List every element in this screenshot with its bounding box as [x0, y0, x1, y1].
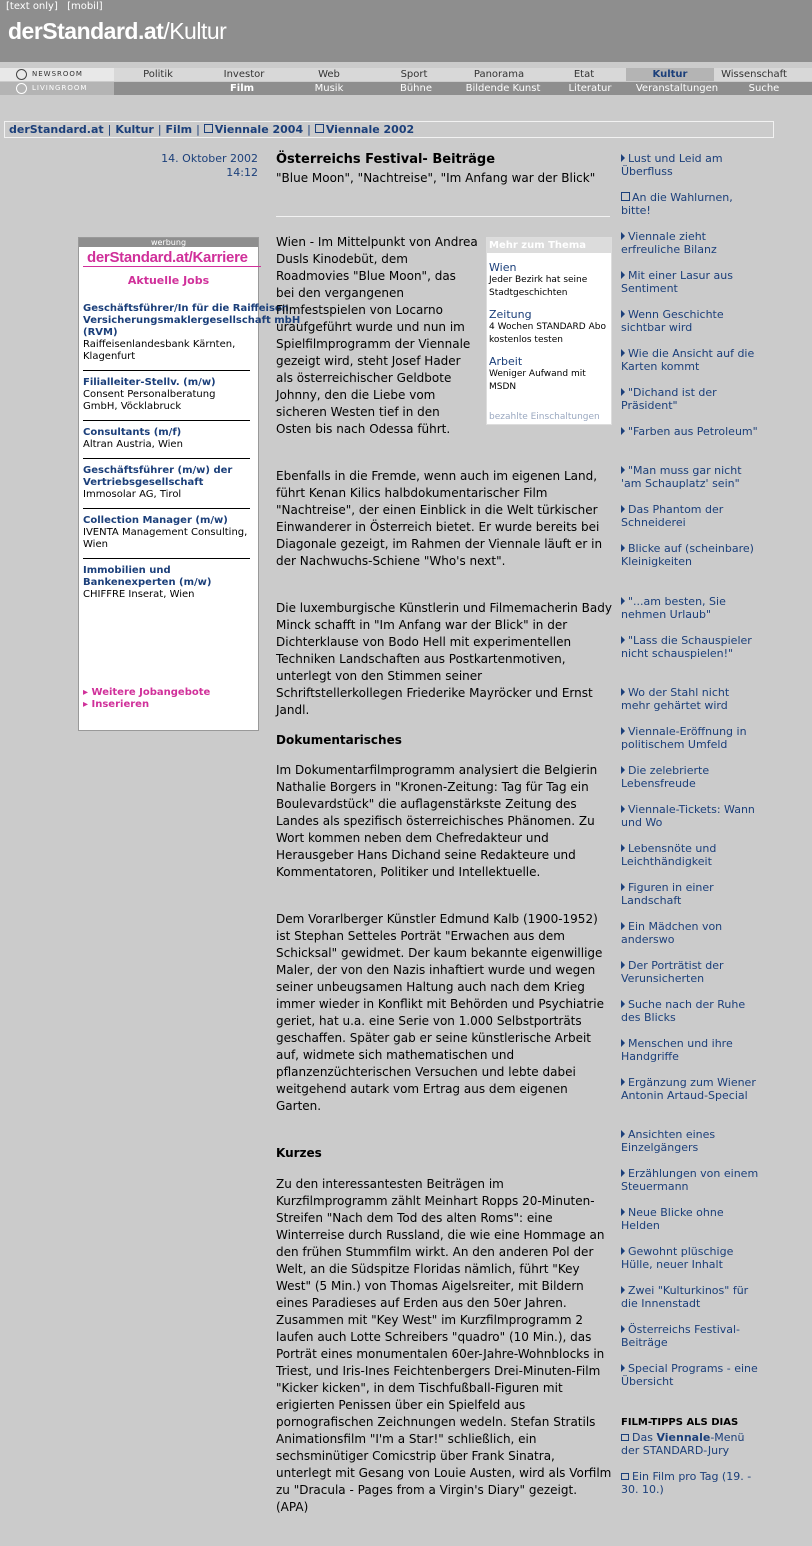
ad-tag: werbung: [79, 238, 258, 247]
related-article-link[interactable]: [621, 1037, 761, 1063]
arrow-right-icon: [621, 688, 625, 696]
more-on-topic-heading: Mehr zum Thema: [487, 238, 611, 253]
related-article-label: Ergänzung zum Wiener Antonin Artaud-Special: [621, 1076, 756, 1102]
section-heading-kurzes: Kurzes: [276, 1146, 322, 1160]
breadcrumb: derStandard.at | Kultur | Film | Viennale 2004 | Viennale 2002: [4, 121, 774, 138]
related-article-link[interactable]: [621, 425, 761, 438]
related-article-label: "Dichand ist der Präsident": [621, 386, 717, 412]
related-article-link[interactable]: [621, 998, 761, 1024]
related-article-label: Special Programs - eine Übersicht: [621, 1362, 758, 1388]
breadcrumb-film[interactable]: Film: [165, 123, 193, 136]
related-article-label: Mit einer Lasur aus Sentiment: [621, 269, 733, 295]
arrow-right-icon: [621, 1039, 625, 1047]
related-article-link[interactable]: [621, 503, 761, 529]
article-paragraph: Wien - Im Mittelpunkt von Andrea Dusls Kinodebüt, dem Roadmovies "Blue Moon", das bei den vergangenen Filmfestspielen von Locarno uraufgeführt wurde und nun im Spielfilmprogramm der Viennale gezeigt wird, steht Josef Hader als österreichischer Geldbote Johnny, den die Liebe vom sicheren Westen tief in den Osten bis nach Odessa führt.: [276, 235, 478, 436]
job-company: IVENTA Management Consulting, Wien: [83, 527, 248, 550]
film-tipp-link[interactable]: Ein Film pro Tag (19. - 30. 10.): [621, 1470, 752, 1496]
arrow-right-icon: [621, 1208, 625, 1216]
nav-etat[interactable]: Etat: [573, 69, 595, 80]
job-item[interactable]: [83, 377, 250, 421]
related-article-link[interactable]: [621, 881, 761, 907]
job-title[interactable]: Immobilien und Bankenexperten (m/w): [83, 565, 212, 588]
nav-wissenschaft[interactable]: Wissenschaft: [721, 69, 787, 80]
poll-icon: [621, 192, 630, 201]
job-title[interactable]: Filialleiter-Stellv. (m/w): [83, 377, 216, 388]
arrow-right-icon: [621, 883, 625, 891]
article-paragraph: Ebenfalls in die Fremde, wenn auch im eigenen Land, führt Kenan Kilics halbdokumentarischer Film "Nachtreise", der einen Einblick in die Welt türkischer Einwanderer in Österreich bietet. Er wurde bereits bei Diagonale gezeigt, im Rahmen der Viennale läuft er in der Nachwuchs-Schiene "Who's next".: [276, 469, 603, 568]
related-article-link[interactable]: [621, 803, 761, 829]
related-article-link[interactable]: [621, 1245, 761, 1271]
paid-placements-note: bezahlte Einschaltungen: [489, 412, 600, 422]
ad-heading: Aktuelle Jobs: [127, 274, 210, 287]
job-company: Immosolar AG, Tirol: [83, 489, 182, 500]
nav-bildende-kunst[interactable]: Bildende Kunst: [465, 83, 541, 94]
related-article-link[interactable]: [621, 686, 761, 712]
related-article-link[interactable]: [621, 725, 761, 751]
related-article-label: "Man muss gar nicht 'am Schauplatz' sein": [621, 464, 742, 490]
arrow-right-icon: [621, 466, 625, 474]
job-item[interactable]: [83, 515, 250, 559]
related-article-label: Zwei "Kulturkinos" für die Innenstadt: [621, 1284, 749, 1310]
divider: [276, 216, 610, 217]
article-subtitle: "Blue Moon", "Nachtreise", "Im Anfang war der Blick": [276, 171, 596, 185]
related-article-label: Der Porträtist der Verunsicherten: [621, 959, 724, 985]
slideshow-icon: [621, 1473, 629, 1480]
newsroom-label[interactable]: NEWSROOM: [0, 68, 114, 81]
arrow-right-icon: [621, 271, 625, 279]
job-company: Consent Personalberatung GmbH, Vöcklabruck: [83, 389, 216, 412]
home-icon: [16, 83, 27, 94]
related-article-label: Figuren in einer Landschaft: [621, 881, 714, 907]
date-day: 14. Oktober 2002: [161, 152, 258, 165]
article-title: Österreichs Festival- Beiträge: [276, 152, 496, 167]
livingroom-label[interactable]: LIVINGROOM: [0, 82, 114, 95]
arrow-right-icon: [621, 310, 625, 318]
breadcrumb-kultur[interactable]: Kultur: [115, 123, 154, 136]
related-article-label: Neue Blicke ohne Helden: [621, 1206, 724, 1232]
related-article-label: Ein Mädchen von anderswo: [621, 920, 723, 946]
article-header: [276, 152, 612, 187]
arrow-right-icon: [621, 727, 625, 735]
article-paragraph: Dem Vorarlberger Künstler Edmund Kalb (1900-1952) ist Stephan Setteles Porträt "Erwachen aus dem Schicksal" gewidmet. Der kaum bekannte eigenwillige Maler, der von den Nazis inhaftiert wurde und wegen seiner unbeugsamen Haltung auch nach dem Krieg immer wieder in Konflikt mit Behörden und Psychiatrie geriet, hat u.a. eine Serie von 1.000 Selbstporträts geschaffen. Später gab er seine künstlerische Arbeit auf, widmete sich mathematischen und pflanzenzüchterischen Versuchen und lebte dabei weitgehend autark vom Ertrag aus dem eigenen Garten.: [276, 912, 604, 1113]
globe-icon: [16, 69, 27, 80]
job-item[interactable]: [83, 427, 250, 459]
arrow-right-icon: [621, 766, 625, 774]
job-company: Raiffeisenlandesbank Kärnten, Klagenfurt: [83, 339, 236, 362]
plus-box-icon: [204, 124, 213, 133]
job-company: CHIFFRE Inserat, Wien: [83, 589, 195, 600]
related-article-label: Wo der Stahl nicht mehr gehärtet wird: [621, 686, 730, 712]
job-title[interactable]: Geschäftsführer/In für die Raiffeisen Versicherungsmaklergesellschaft mbH (RVM): [83, 303, 301, 338]
arrow-right-icon: [621, 388, 625, 396]
nav-suche[interactable]: Suche: [748, 83, 780, 94]
related-article-label: Wie die Ansicht auf die Karten kommt: [621, 347, 755, 373]
related-article-link[interactable]: [621, 959, 761, 985]
related-article-label: Österreichs Festival-Beiträge: [621, 1323, 741, 1349]
breadcrumb-home[interactable]: derStandard.at: [9, 123, 104, 136]
nav-literatur[interactable]: Literatur: [568, 83, 612, 94]
related-article-link[interactable]: [621, 634, 761, 660]
related-article-link[interactable]: [621, 764, 761, 790]
arrow-right-icon: [621, 427, 625, 435]
text-only-link[interactable]: [text only]: [6, 1, 58, 12]
related-article-label: Viennale-Eröffnung in politischem Umfeld: [621, 725, 747, 751]
breadcrumb-viennale-2004[interactable]: Viennale 2004: [214, 123, 304, 136]
related-article-link[interactable]: [621, 595, 761, 621]
related-article-link[interactable]: [621, 347, 761, 373]
arrow-right-icon: [621, 1000, 625, 1008]
logo-main: derStandard.at: [8, 18, 164, 44]
nav-investor[interactable]: Investor: [223, 69, 265, 80]
related-article-link[interactable]: [621, 191, 761, 217]
related-article-label: "Farben aus Petroleum": [628, 425, 758, 438]
film-tipps-heading: FILM-TIPPS ALS DIAS: [621, 1417, 739, 1428]
article-paragraph: Die luxemburgische Künstlerin und Filmemacherin Bady Minck schafft in "Im Anfang war der Blick" in der Dichterklause von Bodo Hell mit experimentellen Techniken Landschaften aus Postkartenmotiven, unterlegt von den Stimmen seiner Schriftstellerkollegen Friederike Mayröcker und Ernst Jandl.: [276, 601, 612, 717]
arrow-right-icon: [621, 1169, 625, 1177]
article-paragraph: Zu den interessantesten Beiträgen im Kurzfilmprogramm zählt Meinhart Ropps 20-Minuten-Streifen "Nach dem Tod des alten Roms": eine Winterreise durch Russland, die wie eine Hommage an den frühen Stummfilm wirkt. An den anderen Pol der Welt, an die Südspitze Floridas nämlich, führt "Key West" (5 Min.) von Thomas Aigelsreiter, mit Bildern eines Paradieses auf Erden aus den 50er Jahren. Zusammen mit "Key West" im Kurzfilmprogramm 2 laufen auch Lotte Schreibers "quadro" (10 Min.), das Porträt eines monumentalen 60er-Jahre-Wohnblocks in Triest, und Iris-Ines Feichtenbergers Drei-Minuten-Film "Kicker kicken", in dem Tischfußball-Figuren mit erigierten Penissen über ein Spielfeld aus pornografischen Zeichnungen wedeln. Stefan Stratils Animationsfilm "I'm a Star!" schließlich, ein sechsminütiger Comicstrip über Frank Sinatra, unterlegt mit Gesang von Louie Austen, wird als Vorfilm zu "Dracula - Pages from a Virgin's Diary" gezeigt. (APA): [276, 1177, 612, 1514]
job-title[interactable]: Geschäftsführer (m/w) der Vertriebsgesellschaft: [83, 465, 233, 488]
nav-film[interactable]: Film: [229, 83, 255, 94]
related-article-link[interactable]: [621, 464, 761, 490]
related-article-label: Suche nach der Ruhe des Blicks: [621, 998, 746, 1024]
related-article-label: Viennale-Tickets: Wann und Wo: [621, 803, 755, 829]
breadcrumb-viennale-2002[interactable]: Viennale 2002: [325, 123, 415, 136]
nav-kultur[interactable]: Kultur: [626, 68, 714, 81]
arrow-right-icon: [621, 844, 625, 852]
more-jobs-link[interactable]: ▸ Weitere Jobangebote: [83, 687, 211, 698]
nav-web[interactable]: Web: [318, 69, 340, 80]
arrow-right-icon: [621, 1078, 625, 1086]
related-article-label: "Lass die Schauspieler nicht schauspielen!": [621, 634, 752, 660]
related-article-link[interactable]: [621, 1284, 761, 1310]
film-tipp-link[interactable]: Das Viennale-Menü der STANDARD-Jury: [621, 1431, 745, 1457]
site-header: [0, 0, 812, 62]
ad-links: [83, 687, 210, 711]
related-article-link[interactable]: [621, 842, 761, 868]
arrow-right-icon: [621, 961, 625, 969]
logo-section: /Kultur: [163, 18, 227, 44]
nav-politik[interactable]: Politik: [143, 69, 173, 80]
arrow-right-icon: [621, 636, 625, 644]
nav-row-newsroom: [0, 68, 812, 81]
related-article-link[interactable]: [621, 1323, 761, 1349]
date-time: 14:12: [226, 166, 258, 179]
related-article-link[interactable]: [621, 1206, 761, 1232]
related-article-label: Ansichten eines Einzelgängers: [621, 1128, 716, 1154]
plus-box-icon: [315, 124, 324, 133]
related-article-link[interactable]: [621, 152, 761, 178]
topic-item[interactable]: Zeitung 4 Wochen STANDARD Abo kostenlos testen: [489, 308, 606, 345]
related-article-label: Erzählungen von einem Steuermann: [621, 1167, 759, 1193]
arrow-right-icon: [621, 597, 625, 605]
related-article-link[interactable]: [621, 269, 761, 295]
related-article-link[interactable]: [621, 1128, 761, 1154]
job-advertisement: [78, 237, 301, 731]
section-heading-doku: Dokumentarisches: [276, 733, 402, 747]
nav-row-livingroom: [0, 82, 812, 95]
arrow-right-icon: [621, 1247, 625, 1255]
job-item[interactable]: [83, 303, 301, 371]
job-title[interactable]: Consultants (m/f): [83, 427, 182, 438]
related-article-label: Lebensnöte und Leichthändigkeit: [621, 842, 717, 868]
site-logo[interactable]: [8, 18, 226, 45]
article-paragraph: Im Dokumentarfilmprogramm analysiert die Belgierin Nathalie Borgers in "Kronen-Zeitung: Tag für Tag ein Boulevardstück" die auflagenstärkste Zeitung des Landes als spezifisch österreichisches Phänomen. Zu Wort kommen neben dem Chefredakteur und Herausgeber Hans Dichand seine Redakteure und Kommentatoren, Politiker und Intellektuelle.: [276, 763, 598, 879]
arrow-right-icon: [621, 922, 625, 930]
related-article-link[interactable]: [621, 920, 761, 946]
nav-sport[interactable]: Sport: [400, 69, 428, 80]
arrow-right-icon: [621, 1130, 625, 1138]
related-article-link[interactable]: [621, 542, 761, 568]
related-article-label: Lust und Leid am Überfluss: [621, 152, 723, 178]
arrow-right-icon: [621, 1286, 625, 1294]
job-item[interactable]: [83, 465, 250, 509]
related-article-link[interactable]: [621, 1076, 761, 1102]
arrow-right-icon: [621, 1325, 625, 1333]
karriere-logo[interactable]: derStandard.at/Karriere: [83, 247, 261, 267]
post-job-link[interactable]: ▸ Inserieren: [83, 699, 150, 710]
job-item[interactable]: [83, 565, 250, 608]
top-links: [6, 1, 109, 12]
nav-musik[interactable]: Musik: [314, 83, 344, 94]
nav-panorama[interactable]: Panorama: [473, 69, 525, 80]
job-title[interactable]: Collection Manager (m/w): [83, 515, 228, 526]
topic-item[interactable]: Wien Jeder Bezirk hat seine Stadtgeschichten: [489, 261, 588, 298]
related-article-label: Gewohnt plüschige Hülle, neuer Inhalt: [621, 1245, 734, 1271]
related-article-label: "...am besten, Sie nehmen Urlaub": [621, 595, 726, 621]
related-article-link[interactable]: [621, 308, 761, 334]
nav-veranstaltungen[interactable]: Veranstaltungen: [635, 83, 719, 94]
arrow-right-icon: [621, 544, 625, 552]
slideshow-icon: [621, 1434, 629, 1441]
related-article-link[interactable]: [621, 1167, 761, 1193]
arrow-right-icon: [621, 232, 625, 240]
topic-item[interactable]: Arbeit Weniger Aufwand mit MSDN: [489, 355, 586, 392]
arrow-right-icon: [621, 505, 625, 513]
related-article-label: Menschen und ihre Handgriffe: [621, 1037, 733, 1063]
related-article-link[interactable]: [621, 230, 761, 256]
arrow-right-icon: [621, 805, 625, 813]
more-on-topic-box: [486, 237, 612, 425]
arrow-right-icon: [621, 154, 625, 162]
job-company: Altran Austria, Wien: [83, 439, 183, 450]
related-article-label: Die zelebrierte Lebensfreude: [621, 764, 710, 790]
related-article-label: Das Phantom der Schneiderei: [621, 503, 724, 529]
related-article-label: An die Wahlurnen, bitte!: [621, 191, 733, 217]
related-article-label: Wenn Geschichte sichtbar wird: [621, 308, 724, 334]
arrow-right-icon: [621, 349, 625, 357]
article-date: [140, 152, 258, 180]
mobile-link[interactable]: [mobil]: [67, 1, 103, 12]
nav-buehne[interactable]: Bühne: [399, 83, 433, 94]
arrow-right-icon: [621, 1364, 625, 1372]
related-article-label: Viennale zieht erfreuliche Bilanz: [621, 230, 717, 256]
related-article-link[interactable]: [621, 1362, 761, 1388]
main-navigation: [0, 68, 812, 96]
related-article-link[interactable]: [621, 386, 761, 412]
related-article-label: Blicke auf (scheinbare) Kleinigkeiten: [621, 542, 754, 568]
